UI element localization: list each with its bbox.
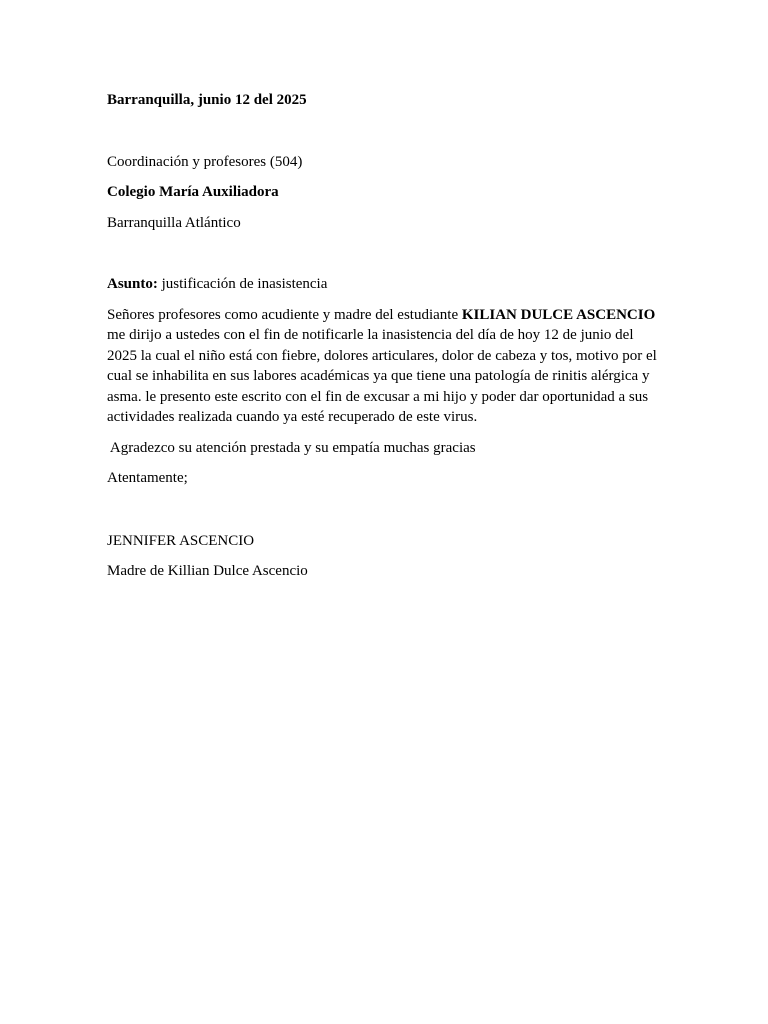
signer-name: JENNIFER ASCENCIO	[107, 532, 255, 549]
body-text: me dirijo a ustedes con el fin de notificarle la inasistencia del día de hoy 12 de junio del 2025 la cual el niño está con fiebre, dolores articulares, dolor de cabeza y tos, motivo por el cual se inhabilita en sus labores académicas ya que tiene una patología de rinitis alérgica y asma. le presento este escrito con el fin de excusar a mi hijo y poder dar oportunidad a sus actividades realizada cuando ya esté recuperado de este virus.	[107, 327, 657, 425]
recipient-school: Colegio María Auxiliadora	[107, 184, 279, 200]
subject-text: justificación de inasistencia	[157, 276, 328, 292]
recipient-city: Barranquilla Atlántico	[107, 214, 241, 231]
thanks-line: Agradezco su atención prestada y su empatía muchas gracias	[107, 439, 476, 456]
date-line: Barranquilla, junio 12 del 2025	[107, 92, 307, 108]
recipient-line-1: Coordinación y profesores (504)	[107, 153, 303, 170]
body-paragraph	[107, 305, 667, 428]
closing-line: Atentamente;	[107, 470, 188, 486]
letter-page	[107, 90, 667, 582]
subject-line	[107, 274, 667, 295]
signer-role: Madre de Killian Dulce Ascencio	[107, 563, 308, 579]
body-intro: Señores profesores como acudiente y madre del estudiante	[107, 306, 462, 323]
subject-label: Asunto:	[107, 276, 158, 292]
student-name: KILIAN DULCE ASCENCIO	[461, 306, 656, 323]
